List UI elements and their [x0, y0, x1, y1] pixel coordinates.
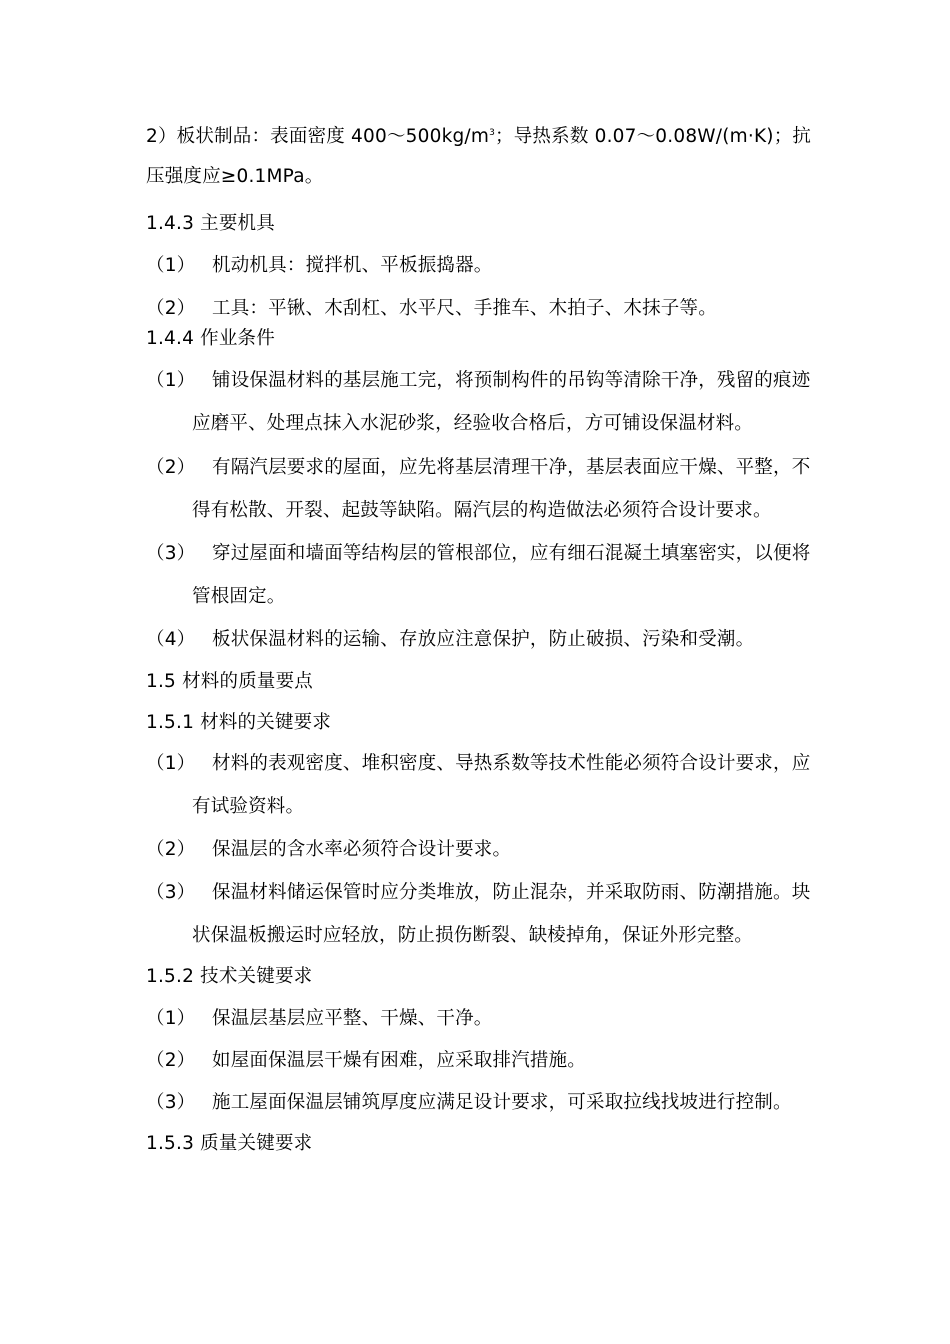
- list-item-number: （2）: [146, 839, 196, 860]
- section-heading: 1.5.1 材料的关键要求: [146, 712, 332, 733]
- list-item-continuation: 状保温板搬运时应轻放，防止损伤断裂、缺棱掉角，保证外形完整。: [192, 925, 754, 946]
- list-item-number: （2）: [146, 457, 196, 478]
- list-item-text: 有隔汽层要求的屋面，应先将基层清理干净，基层表面应干燥、平整，不: [212, 457, 811, 478]
- list-item-text: 保温材料储运保管时应分类堆放，防止混杂，并采取防雨、防潮措施。块: [212, 882, 811, 903]
- list-item-text: 工具：平锹、木刮杠、水平尺、手推车、木拍子、木抹子等。: [212, 298, 717, 319]
- section-heading: 1.5 材料的质量要点: [146, 671, 314, 692]
- list-item-number: （1）: [146, 1008, 196, 1029]
- section-heading: 1.4.3 主要机具: [146, 213, 275, 234]
- list-item-number: （1）: [146, 370, 196, 391]
- section-heading: 1.5.3 质量关键要求: [146, 1133, 313, 1154]
- list-item-number: （2）: [146, 298, 196, 319]
- list-item-continuation: 应磨平、处理点抹入水泥砂浆，经验收合格后，方可铺设保温材料。: [192, 413, 754, 434]
- list-item-continuation: 有试验资料。: [192, 796, 305, 817]
- list-item-number: （1）: [146, 753, 196, 774]
- list-item-continuation: 管根固定。: [192, 586, 286, 607]
- list-item-number: （2）: [146, 1050, 196, 1071]
- list-item-text: 施工屋面保温层铺筑厚度应满足设计要求，可采取拉线找坡进行控制。: [212, 1092, 792, 1113]
- list-item-text: 保温层基层应平整、干燥、干净。: [212, 1008, 493, 1029]
- superscript-text: 3: [489, 128, 496, 138]
- list-item-text: 板状保温材料的运输、存放应注意保护，防止破损、污染和受潮。: [212, 629, 755, 650]
- list-item-text: 机动机具：搅拌机、平板振捣器。: [212, 255, 493, 276]
- paragraph-text: 2）板状制品：表面密度 400～500kg/m: [146, 126, 490, 147]
- paragraph-line: [146, 120, 811, 150]
- list-item-text: 材料的表观密度、堆积密度、导热系数等技术性能必须符合设计要求，应: [212, 753, 811, 774]
- list-item-text: 穿过屋面和墙面等结构层的管根部位，应有细石混凝土填塞密实，以便将: [212, 543, 811, 564]
- list-item-number: （3）: [146, 543, 196, 564]
- paragraph-line: 压强度应≥0.1MPa。: [146, 166, 324, 187]
- section-heading: 1.4.4 作业条件: [146, 328, 275, 349]
- list-item-text: 如屋面保温层干燥有困难，应采取排汽措施。: [212, 1050, 587, 1071]
- list-item-text: 铺设保温材料的基层施工完，将预制构件的吊钩等清除干净，残留的痕迹: [212, 370, 811, 391]
- list-item-text: 保温层的含水率必须符合设计要求。: [212, 839, 512, 860]
- list-item-number: （4）: [146, 629, 196, 650]
- section-heading: 1.5.2 技术关键要求: [146, 966, 313, 987]
- list-item-number: （3）: [146, 1092, 196, 1113]
- paragraph-text: ；导热系数 0.07～0.08W/(m·K)；抗: [495, 126, 812, 147]
- list-item-continuation: 得有松散、开裂、起鼓等缺陷。隔汽层的构造做法必须符合设计要求。: [192, 500, 772, 521]
- list-item-number: （1）: [146, 255, 196, 276]
- list-item-number: （3）: [146, 882, 196, 903]
